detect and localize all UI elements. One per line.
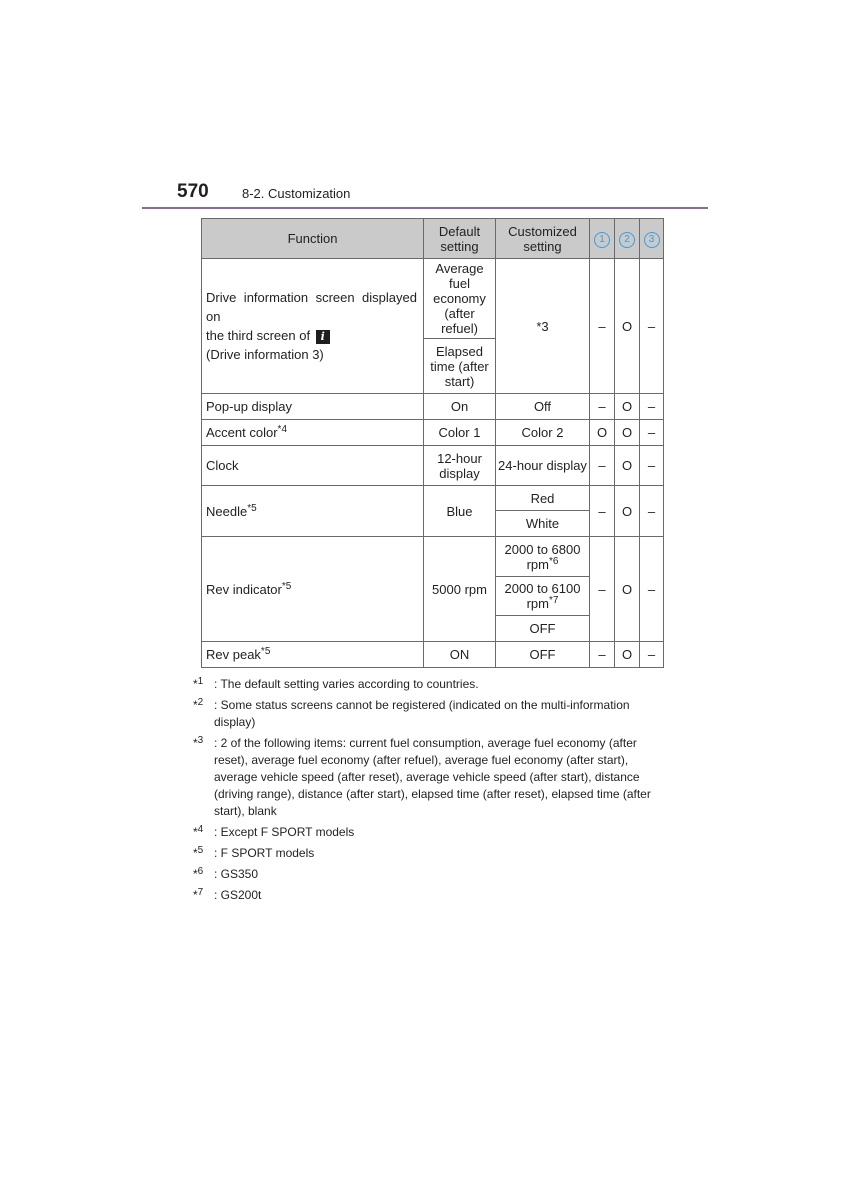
header-col-2	[615, 219, 640, 259]
footnote-number: 7	[197, 887, 204, 898]
rev-customized-b-mark: *7	[548, 595, 559, 606]
rev-label: Rev indicator	[206, 581, 282, 597]
drive-info-col2: O	[615, 259, 640, 394]
table-row	[202, 420, 664, 446]
footnote-number: 4	[197, 824, 204, 835]
header-col-1	[590, 219, 615, 259]
footnote-mark	[193, 887, 214, 904]
footnote-mark	[193, 824, 214, 841]
needle-footnote-mark: *5	[247, 502, 257, 514]
table-row	[202, 537, 664, 577]
footnote	[193, 887, 663, 904]
table-row	[202, 642, 664, 668]
rev-customized-b-text: 2000 to 6100 rpm	[504, 581, 581, 611]
footnote	[193, 866, 663, 883]
rev-customized-a-mark: *6	[548, 555, 559, 567]
footnotes	[193, 676, 663, 908]
footnote-text: : GS350	[214, 867, 259, 881]
revpeak-footnote-mark: *5	[260, 646, 271, 657]
info-icon: i	[316, 330, 330, 344]
header-default-setting: Default setting	[424, 219, 496, 259]
table-row	[202, 486, 664, 511]
customization-table	[201, 218, 664, 668]
footnote-text: : GS200t	[214, 888, 262, 902]
popup-default: On	[424, 394, 496, 420]
table-header-row	[202, 219, 664, 259]
drive-info-col1: –	[590, 259, 615, 394]
rev-customized-a-text: 2000 to 6800 rpm	[504, 541, 581, 572]
popup-col1: –	[590, 394, 615, 420]
revpeak-default: ON	[424, 642, 496, 668]
header-customized-setting: Customized setting	[496, 219, 590, 259]
drive-info-customized: *3	[496, 259, 590, 394]
footnote-text: : Except F SPORT models	[214, 825, 355, 839]
needle-label: Needle	[206, 503, 248, 519]
needle-default: Blue	[424, 486, 496, 537]
rev-customized-a	[496, 537, 590, 577]
header-function: Function	[202, 219, 424, 259]
needle-col2: O	[615, 486, 640, 537]
revpeak-function	[202, 642, 424, 668]
header-rule	[142, 207, 708, 209]
rev-col2: O	[615, 537, 640, 642]
footnote-text: : 2 of the following items: current fuel consumption, average fuel economy (after reset), average fuel economy (after refuel), average fuel economy (after start), average vehicle speed (after reset), average vehicle speed (after start), distance (driving range), distance (after start), elapsed time (after reset), elapsed time (after start), blank	[214, 736, 651, 818]
needle-col3: –	[640, 486, 664, 537]
footnote-mark	[193, 735, 214, 752]
popup-col3: –	[640, 394, 664, 420]
footnote	[193, 735, 663, 820]
revpeak-label: Rev peak	[206, 647, 261, 662]
footnote-asterisk: *	[193, 888, 198, 902]
footnote	[193, 824, 663, 841]
clock-default: 12-hour display	[424, 446, 496, 486]
footnote-asterisk: *	[193, 867, 198, 881]
clock-function: Clock	[202, 446, 424, 486]
footnote	[193, 676, 663, 693]
rev-customized-c: OFF	[496, 616, 590, 642]
circled-number-3-icon: 3	[644, 232, 660, 248]
footnote-mark	[193, 866, 214, 883]
drive-info-col3: –	[640, 259, 664, 394]
header-col-3	[640, 219, 664, 259]
rev-col3: –	[640, 537, 664, 642]
footnote-mark	[193, 697, 214, 714]
rev-footnote-mark: *5	[281, 580, 292, 592]
footnote	[193, 845, 663, 862]
footnote-text: : The default setting varies according to countries.	[214, 677, 479, 691]
footnote-asterisk: *	[193, 846, 198, 860]
rev-function	[202, 537, 424, 642]
page-number: 570	[177, 181, 209, 202]
accent-customized: Color 2	[496, 420, 590, 446]
popup-customized: Off	[496, 394, 590, 420]
rev-customized-b	[496, 577, 590, 616]
clock-customized: 24-hour display	[496, 446, 590, 486]
accent-col2: O	[615, 420, 640, 446]
table-row	[202, 259, 664, 339]
table-row	[202, 446, 664, 486]
footnote-text: : Some status screens cannot be registered (indicated on the multi-information display)	[214, 698, 630, 729]
popup-col2: O	[615, 394, 640, 420]
drive-info-function	[202, 259, 424, 394]
needle-function	[202, 486, 424, 537]
revpeak-col1: –	[590, 642, 615, 668]
footnote-text: : F SPORT models	[214, 846, 315, 860]
footnote-asterisk: *	[193, 736, 198, 750]
accent-footnote-mark: *4	[277, 424, 287, 435]
section-title: 8-2. Customization	[242, 186, 351, 201]
footnote-asterisk: *	[193, 825, 198, 839]
footnote-number: 3	[197, 735, 204, 746]
drive-info-text-line1: Drive information screen displayed on	[206, 290, 417, 324]
drive-info-default-b: Elapsed time (after start)	[424, 339, 496, 394]
needle-col1: –	[590, 486, 615, 537]
table-row	[202, 394, 664, 420]
accent-label: Accent color	[206, 425, 278, 440]
drive-info-text-line3: (Drive information 3)	[206, 347, 324, 362]
revpeak-col2: O	[615, 642, 640, 668]
clock-col1: –	[590, 446, 615, 486]
clock-col2: O	[615, 446, 640, 486]
accent-col1: O	[590, 420, 615, 446]
needle-customized-a: Red	[496, 486, 590, 511]
footnote-number: 5	[197, 845, 204, 856]
accent-default: Color 1	[424, 420, 496, 446]
circled-number-1-icon: 1	[594, 232, 610, 248]
footnote-number: 2	[197, 697, 204, 708]
accent-col3: –	[640, 420, 664, 446]
revpeak-col3: –	[640, 642, 664, 668]
footnote-asterisk: *	[193, 698, 198, 712]
circled-number-2-icon: 2	[619, 232, 635, 248]
footnote-asterisk: *	[193, 677, 198, 691]
accent-function	[202, 420, 424, 446]
rev-default: 5000 rpm	[424, 537, 496, 642]
revpeak-customized: OFF	[496, 642, 590, 668]
footnote-mark	[193, 845, 214, 862]
rev-col1: –	[590, 537, 615, 642]
clock-col3: –	[640, 446, 664, 486]
footnote-number: 1	[197, 676, 204, 687]
needle-customized-b: White	[496, 511, 590, 537]
popup-function: Pop-up display	[202, 394, 424, 420]
drive-info-text-line2: the third screen of	[206, 328, 311, 343]
drive-info-default-a: Average fuel economy (after refuel)	[424, 259, 496, 339]
footnote	[193, 697, 663, 731]
footnote-number: 6	[197, 866, 204, 877]
footnote-mark	[193, 676, 214, 693]
